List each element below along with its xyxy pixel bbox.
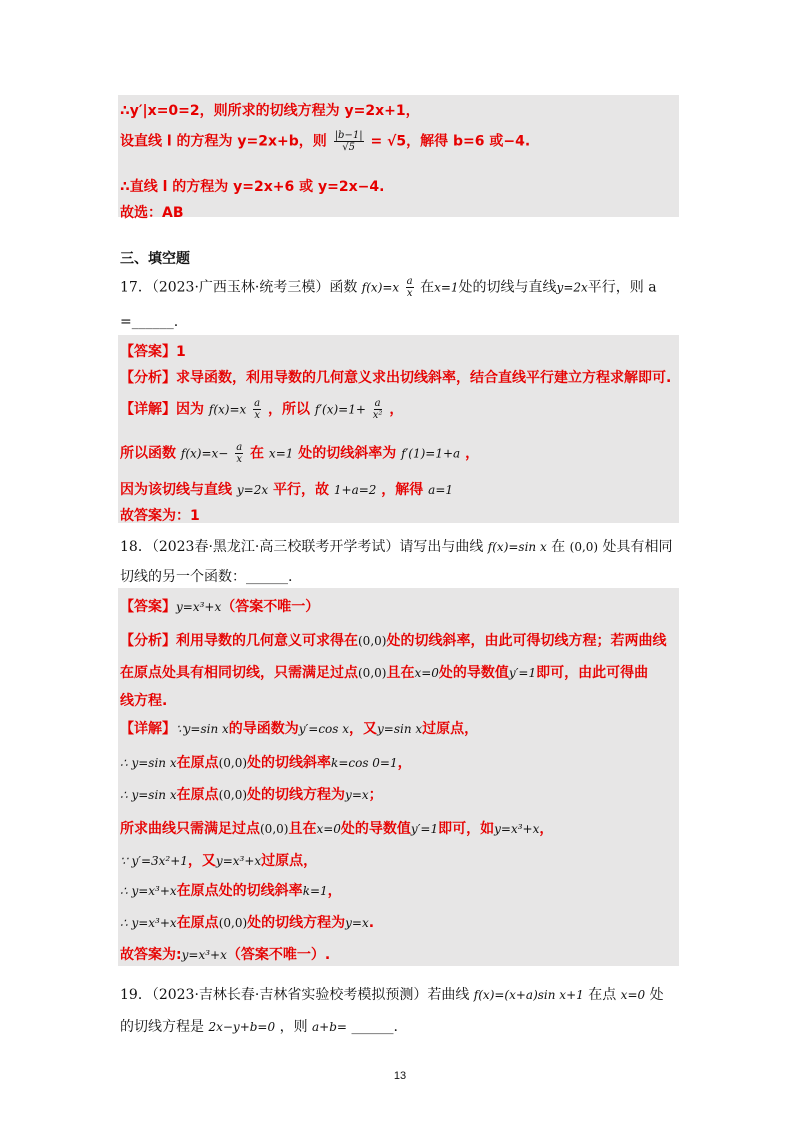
analysis-18-2: 在原点处具有相同切线，只需满足过点(0,0)且在x=0处的导数值y′=1即可，由此可得曲	[120, 665, 649, 681]
detail-17-slope: 所以函数 f(x)=x− $\frac{a}{x}$ 在 x=1 处的切线斜率为 f′(1)=1+a ，	[120, 442, 480, 465]
question-19: 19．（2023·吉林长春·吉林省实验校考模拟预测）若曲线 f(x)=(x+a)sin x+1 在点 x=0 处	[120, 987, 664, 1003]
detail-18-2: ∴ y=sin x在原点(0,0)处的切线斜率k=cos 0=1，	[120, 755, 412, 771]
detail-18-4: 所求曲线只需满足过点(0,0)且在x=0处的导数值y′=1即可，如y=x³+x，	[120, 821, 554, 837]
fraction: $\frac{a}{\text{x²}}$	[372, 398, 383, 421]
question-19-line2: 的切线方程是 2x−y+b=0 ，则 a+b= ______.	[120, 1019, 398, 1035]
final-18: 故答案为:y=x³+x（答案不唯一）.	[120, 947, 331, 963]
question-17-blank: =______.	[120, 314, 179, 330]
solution-line: 设直线 l 的方程为 y=2x+b，则 $\frac{|b-1|}{√5}$ = √5，解得 b=6 或−4.	[120, 130, 531, 153]
fraction: $\frac{a}{x}$	[236, 442, 243, 465]
final-17: 故答案为：1	[120, 508, 200, 524]
solution-line: ∴y′|x=0=2，则所求的切线方程为 y=2x+1，	[120, 103, 420, 119]
answer-18: 【答案】y=x³+x（答案不唯一）	[120, 599, 320, 615]
question-18: 18．（2023春·黑龙江·高三校联考开学考试）请写出与曲线 f(x)=sin x 在 (0,0) 处具有相同	[120, 539, 673, 555]
fraction: $\frac{a}{x}$	[254, 398, 261, 421]
detail-17: 【详解】因为 f(x)=x $\frac{a}{x}$ ，所以 f′(x)=1+ $\frac{a}{\text{x²}}$ ，	[120, 398, 404, 421]
fraction: $\frac{a}{x}$	[406, 276, 413, 299]
analysis-18-3: 线方程.	[120, 693, 168, 709]
answer-17: 【答案】1	[120, 344, 186, 360]
question-17: 17．（2023·广西玉林·统考三模）函数 f(x)=x $\frac{a}{x}$ 在x=1处的切线与直线y=2x平行，则 a	[120, 276, 657, 299]
question-18-blank: 切线的另一个函数：______.	[120, 569, 293, 585]
analysis-18: 【分析】利用导数的几何意义可求得在(0,0)处的切线斜率，由此可得切线方程；若两曲线	[120, 633, 667, 649]
solution-line: ∴直线 l 的方程为 y=2x+6 或 y=2x−4.	[120, 179, 385, 195]
fraction: $\frac{|b-1|}{√5}$	[334, 130, 363, 153]
detail-18-5: ∵ y′=3x²+1，又y=x³+x过原点，	[120, 853, 318, 869]
analysis-17: 【分析】求导函数，利用导数的几何意义求出切线斜率，结合直线平行建立方程求解即可.	[120, 370, 672, 386]
detail-18-1: 【详解】∵y=sin x的导函数为y′=cos x，又y=sin x过原点，	[120, 721, 479, 737]
detail-18-7: ∴ y=x³+x在原点(0,0)处的切线方程为y=x.	[120, 915, 375, 931]
detail-17-parallel: 因为该切线与直线 y=2x 平行，故 1+a=2 ，解得 a=1	[120, 482, 454, 498]
detail-18-3: ∴ y=sin x在原点(0,0)处的切线方程为y=x；	[120, 787, 383, 803]
section-title: 三、填空题	[120, 251, 190, 267]
page-number: 13	[393, 1070, 407, 1082]
solution-line: 故选：AB	[120, 205, 184, 221]
detail-18-6: ∴ y=x³+x在原点处的切线斜率k=1，	[120, 883, 342, 899]
